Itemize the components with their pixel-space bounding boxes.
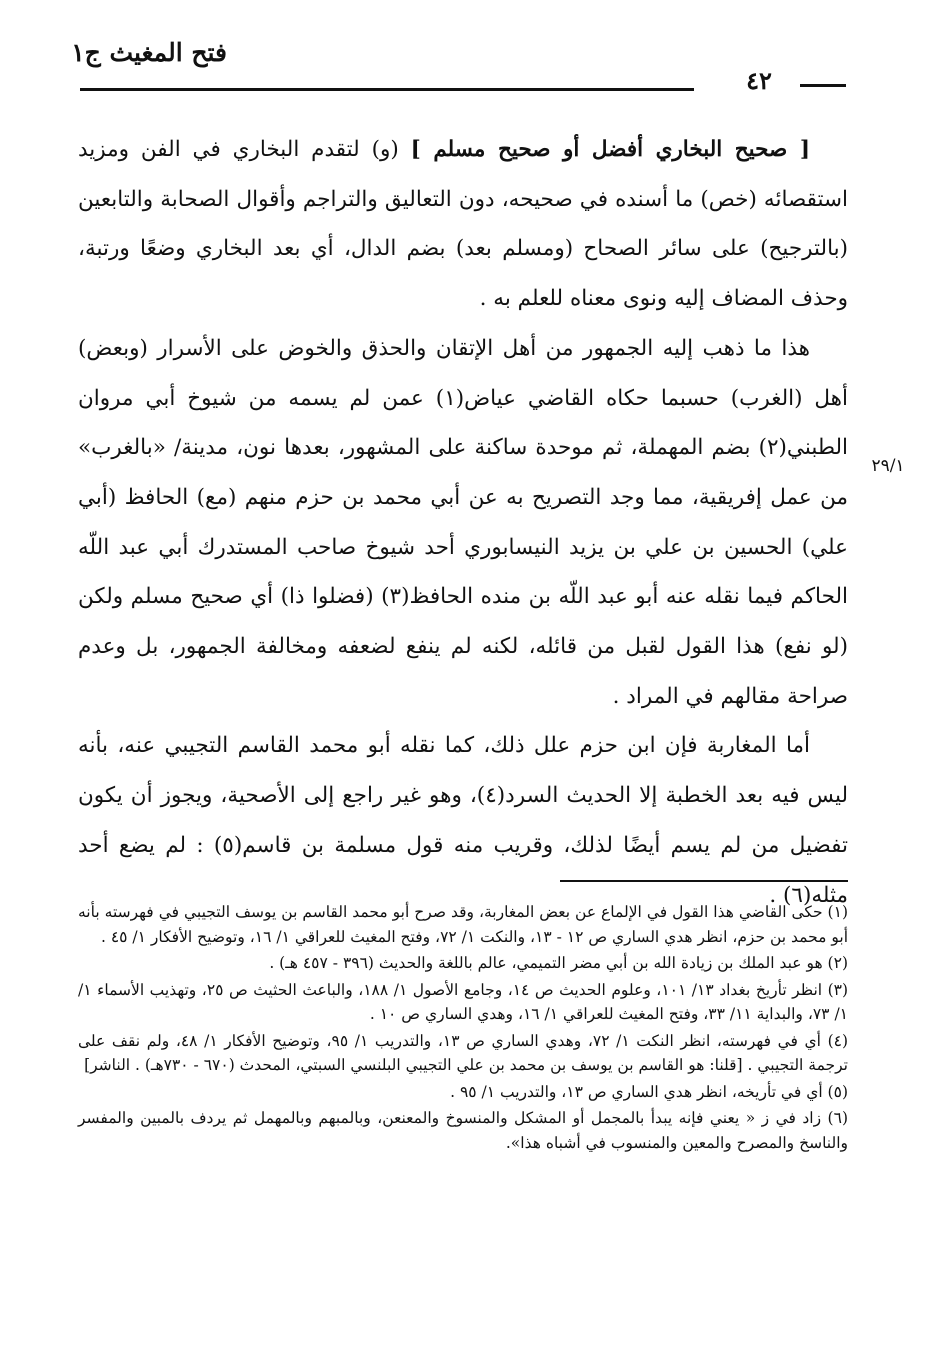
paragraph-3: أما المغاربة فإن ابن حزم علل ذلك، كما نقله أبو محمد القاسم التجيبي عنه، بأنه ليس فيه بعد الخطبة إلا الحديث السرد(٤)، وهو غير راجع إلى الأصحية، ويجوز أن يكون تفضيل من لم يسم أيضًا لذلك، وقريب منه قول مسلمة بن قاسم(٥) : لم يضع أحد مثله(٦) . <box>78 733 849 908</box>
running-header-title: فتح المغيث ج١ <box>71 38 227 67</box>
header-rule <box>80 88 694 91</box>
footnote-2: (٢) هو عبد الملك بن زيادة الله بن أبي مضر التميمي، عالم باللغة والحديث (٣٩٦ - ٤٥٧ هـ) . <box>269 954 848 972</box>
paragraph-2: هذا ما ذهب إليه الجمهور من أهل الإتقان والحذق والخوض على الأسرار (وبعض) أهل (الغرب) حسبما حكاه القاضي عياض(١) عمن لم يسمه من شيوخ أبي مروان الطبني(٢) بضم المهملة، ثم موحدة ساكنة على المشهور، بعدها نون، مدينة/ «بالغرب» من عمل إفريقية، مما وجد التصريح به عن أبي محمد بن حزم منهم (مع) الحافظ (أبي علي) الحسين بن علي بن يزيد النيسابوري أحد شيوخ صاحب المستدرك أبي عبد اللّه الحاكم فيما نقله عنه أبو عبد اللّه بن منده الحافظ(٣) (فضلوا ذا) أي صحيح مسلم ولكن (لو نفع) هذا القول لقبل من قائله، لكنه لم ينفع لضعفه ومخالفة الجمهور، بل وعدم صراحة مقالهم في المراد . <box>78 335 849 709</box>
page-number: ٤٢ <box>746 66 772 95</box>
header-dash <box>800 84 846 87</box>
main-text <box>78 125 848 920</box>
section-heading: [ صحيح البخاري أفضل أو صحيح مسلم ] <box>410 137 810 162</box>
paragraph-1-text: (و) لتقدم البخاري في الفن ومزيد استقصائه (خص) ما أسنده في صحيحه، دون التعاليق والتراجم وأقوال الصحابة والتابعين (بالترجيح) على سائر الصحاح (ومسلم بعد) بضم الدال، أي بعد البخاري وضعًا ورتبة، وحذف المضاف إليه ونوى معناه للعلم به . <box>78 137 848 312</box>
footnote-1: (١) حكى القاضي هذا القول في الإلماع عن بعض المغاربة، وقد صرح أبو محمد القاسم بن يوسف التجيبي في فهرسته بأنه أبو محمد بن حزم، انظر هدي الساري ص ١٢ - ١٣، والنكت ١/ ٧٢، وفتح المغيث للعراقي ١/ ١٦، وتوضيح الأفكار ١/ ٤٥ . <box>78 903 848 946</box>
footnote-3: (٣) انظر تأريخ بغداد ١٣/ ١٠١، وعلوم الحديث ص ١٤، وجامع الأصول ١/ ١٨٨، والباعث الحثيث ص ٢٥، وتهذيب الأسماء ١/ ١/ ٧٣، والبداية ١١/ ٣٣، وفتح المغيث للعراقي ١/ ١٦، وهدي الساري ص ١٠ . <box>78 980 849 1023</box>
footnotes <box>78 900 848 1157</box>
paragraph-1 <box>78 125 848 324</box>
margin-reference: ٢٩/١ <box>871 456 905 476</box>
footnote-5: (٥) أي في تأريخه، انظر هدي الساري ص ١٣، والتدريب ١/ ٩٥ . <box>450 1082 848 1101</box>
footnote-4: (٤) أي في فهرسته، انظر النكت ١/ ٧٢، وهدي الساري ص ١٣، والتدريب ١/ ٩٥، وتوضيح الأفكار ١/ ٤٨، ولم نقف على ترجمة التجيبي . [قلنا: هو القاسم بن يوسف بن محمد بن علي التجيبي البلنسي السبتي، المحدث (٦٧٠ - ٧٣٠هـ) . الناشر] <box>78 1031 849 1074</box>
footnote-6: (٦) زاد في ز « يعني فإنه يبدأ بالمجمل أو المشكل والمنسوخ والمعنعن، وبالمبهم وبالمهمل ثم يردف بالمبين والمفسر والناسخ والمصرح والمعين والمنسوب في أشباه هذا». <box>78 1109 848 1152</box>
footnote-separator <box>560 880 848 882</box>
